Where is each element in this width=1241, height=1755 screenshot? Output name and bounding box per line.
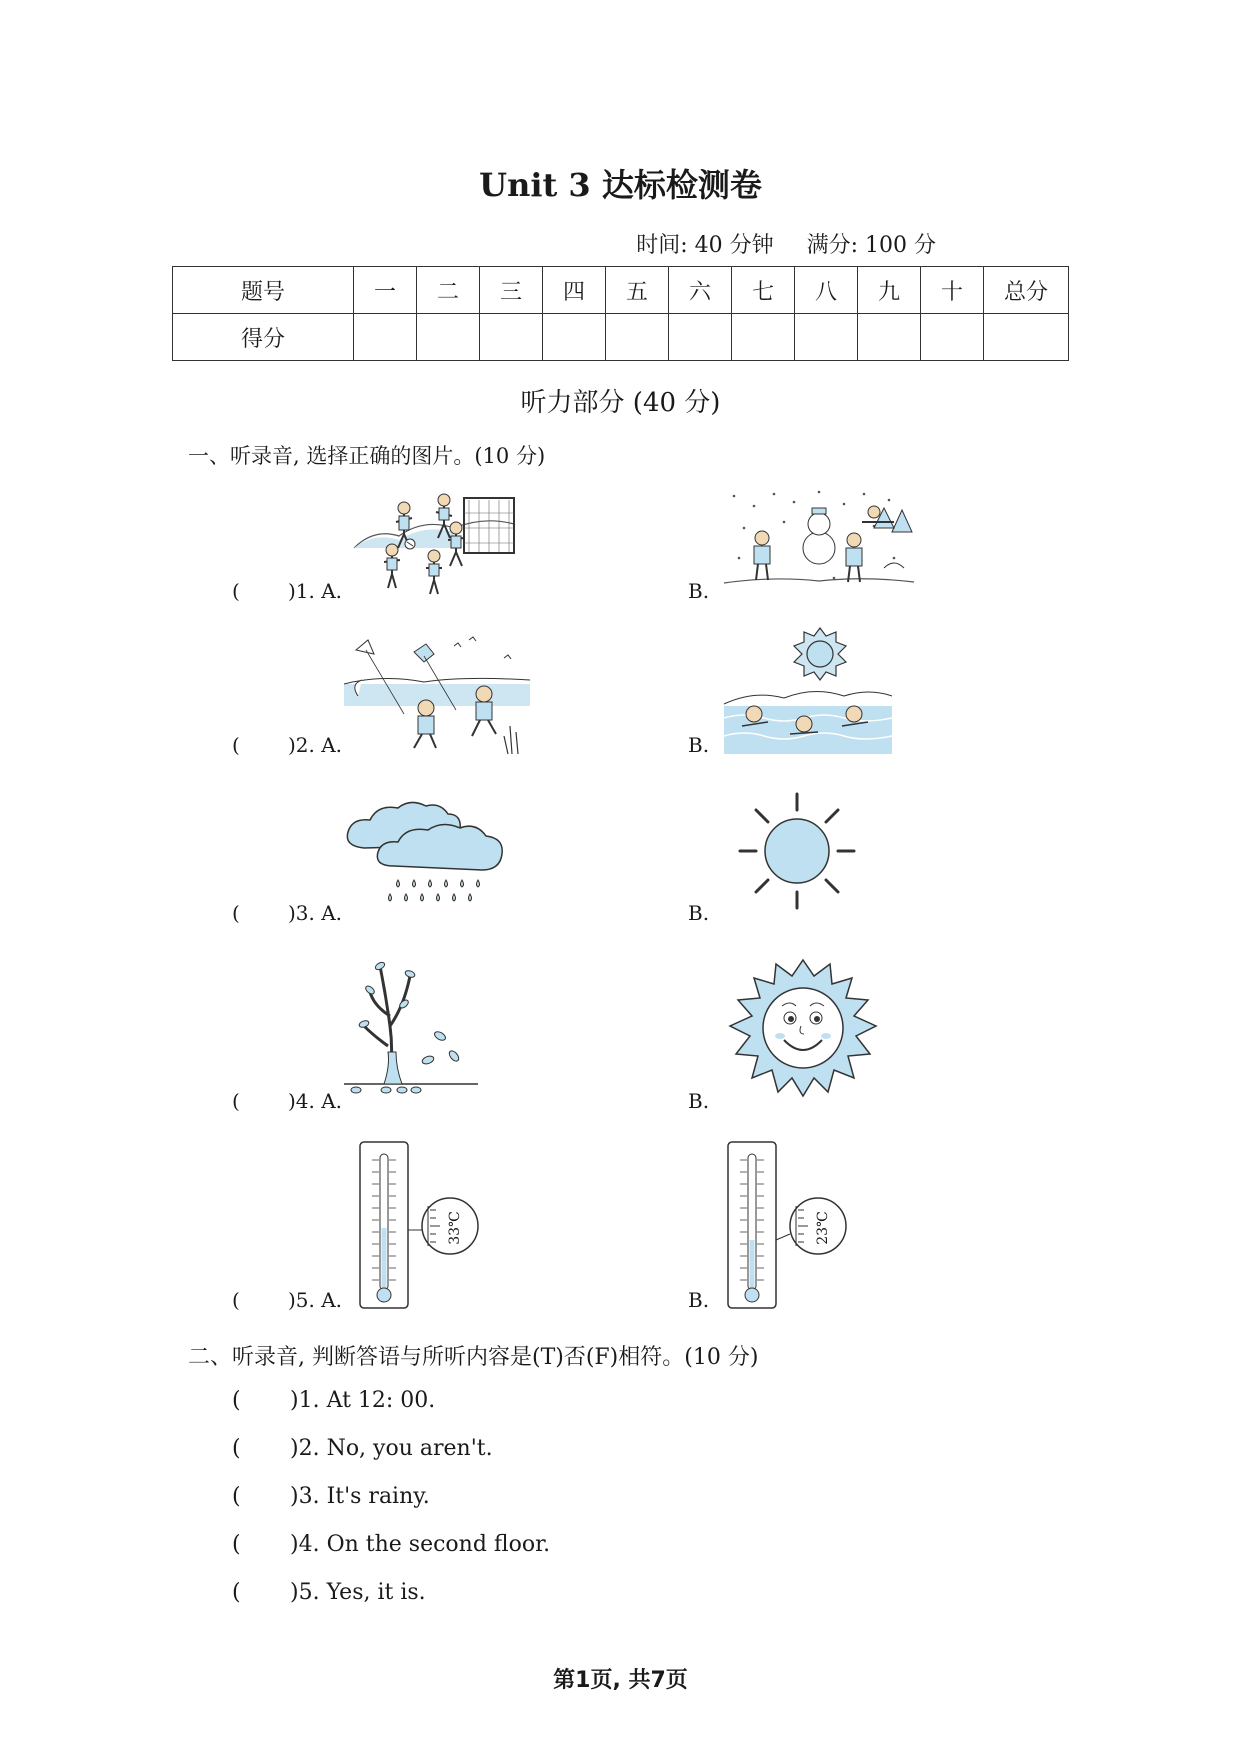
part1-item-2-option-b: B.	[688, 733, 710, 757]
answer-blank[interactable]: (	[232, 579, 240, 603]
page-footer: 第1页, 共7页	[553, 1668, 688, 1693]
score-table	[172, 266, 1069, 361]
autumn-tree-icon	[344, 956, 478, 1098]
answer-blank[interactable]: (	[232, 1484, 241, 1509]
score-table-cell: 二	[417, 267, 480, 314]
score-entry-cell[interactable]	[795, 314, 858, 361]
answer-blank[interactable]: (	[232, 1388, 241, 1413]
part2-item-2: ( )2. No, you aren't.	[232, 1436, 493, 1461]
score-entry-cell[interactable]	[354, 314, 417, 361]
rain-cloud-icon	[344, 800, 510, 910]
score-table-cell: 六	[669, 267, 732, 314]
score-table-cell: 七	[732, 267, 795, 314]
football-picture-icon	[344, 488, 520, 598]
score-table-cell: 五	[606, 267, 669, 314]
score-table-cell: 得分	[173, 314, 354, 361]
smiling-sun-icon	[724, 956, 882, 1100]
part2-item-4: ( )4. On the second floor.	[232, 1532, 551, 1557]
answer-blank[interactable]: (	[232, 1288, 240, 1312]
part2-item-5: ( )5. Yes, it is.	[232, 1580, 426, 1605]
score-table-cell: 九	[858, 267, 921, 314]
score-entry-cell[interactable]	[417, 314, 480, 361]
score-table-score-row	[173, 314, 1069, 361]
part1-item-2-label: ( )2. A.	[232, 733, 343, 757]
part1-item-4-label: ( )4. A.	[232, 1089, 343, 1113]
score-entry-cell[interactable]	[732, 314, 795, 361]
score-table-cell: 总分	[984, 267, 1069, 314]
exam-meta	[636, 228, 936, 259]
score-table-header-row	[173, 267, 1069, 314]
thermometer-a-icon	[356, 1140, 484, 1312]
answer-blank[interactable]: (	[232, 1089, 240, 1113]
score-table-cell: 八	[795, 267, 858, 314]
score-entry-cell[interactable]	[480, 314, 543, 361]
part1-item-3-label: ( )3. A.	[232, 901, 343, 925]
score-entry-cell[interactable]	[606, 314, 669, 361]
part2-item-1: ( )1. At 12: 00.	[232, 1388, 436, 1413]
kite-flying-picture-icon	[344, 636, 530, 754]
part1-item-4-option-b: B.	[688, 1089, 710, 1113]
answer-blank[interactable]: (	[232, 733, 240, 757]
answer-blank[interactable]: (	[232, 1532, 241, 1557]
score-table-cell: 一	[354, 267, 417, 314]
answer-blank[interactable]: (	[232, 1436, 241, 1461]
score-entry-cell[interactable]	[543, 314, 606, 361]
snowman-picture-icon	[724, 488, 914, 598]
score-entry-cell[interactable]	[669, 314, 732, 361]
part1-item-1-label: ( )1. A.	[232, 579, 343, 603]
part2-heading: 二、听录音, 判断答语与所听内容是(T)否(F)相符。(10 分)	[188, 1345, 759, 1370]
score-table-cell: 三	[480, 267, 543, 314]
part1-heading: 一、听录音, 选择正确的图片。(10 分)	[188, 444, 546, 468]
part1-item-5-option-b: B.	[688, 1288, 710, 1312]
full-score: 满分: 100 分	[806, 233, 936, 258]
score-entry-cell[interactable]	[921, 314, 984, 361]
listening-section-title: 听力部分 (40 分)	[520, 388, 721, 418]
part1-item-3-option-b: B.	[688, 901, 710, 925]
page-title: Unit 3 达标检测卷	[479, 166, 762, 204]
answer-blank[interactable]: (	[232, 901, 240, 925]
answer-blank[interactable]: (	[232, 1580, 241, 1605]
thermometer-a-reading: 33℃	[447, 1211, 463, 1245]
part1-item-5-label: ( )5. A.	[232, 1288, 343, 1312]
score-entry-cell[interactable]	[984, 314, 1069, 361]
sun-icon	[736, 790, 858, 912]
score-table-cell: 十	[921, 267, 984, 314]
swimming-picture-icon	[724, 626, 892, 754]
thermometer-b-icon	[724, 1140, 852, 1312]
score-table-cell: 题号	[173, 267, 354, 314]
score-entry-cell[interactable]	[858, 314, 921, 361]
part2-item-3: ( )3. It's rainy.	[232, 1484, 430, 1509]
score-table-cell: 四	[543, 267, 606, 314]
thermometer-b-reading: 23℃	[815, 1211, 831, 1245]
part1-item-1-option-b: B.	[688, 579, 710, 603]
time-limit: 时间: 40 分钟	[636, 233, 774, 258]
